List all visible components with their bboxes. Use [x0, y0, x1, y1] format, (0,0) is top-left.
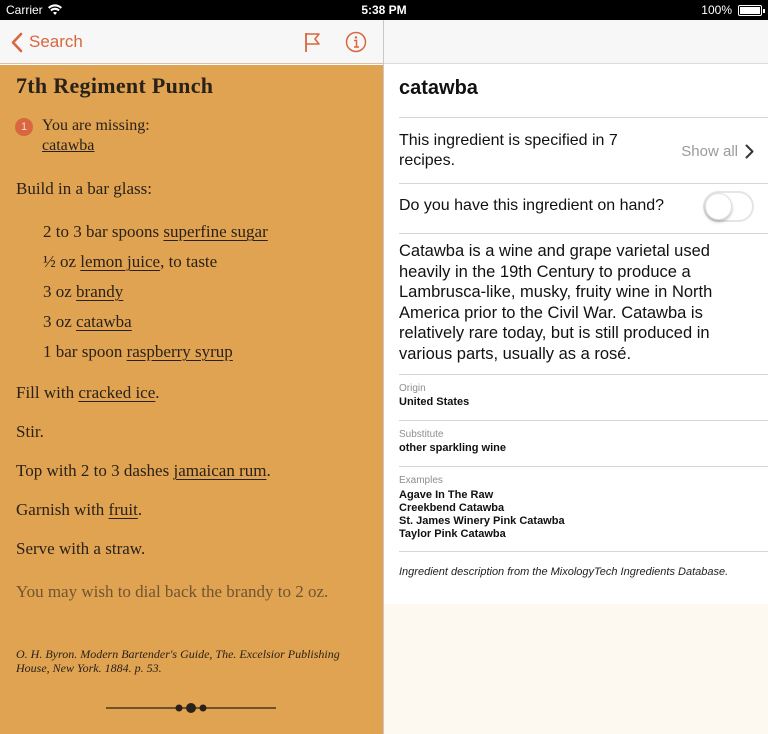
on-hand-question: Do you have this ingredient on hand? — [399, 197, 665, 214]
chevron-left-icon — [10, 32, 23, 53]
ingredient-link-catawba[interactable]: catawba — [76, 312, 132, 331]
origin-label: Origin — [399, 383, 426, 394]
ingredient-link-jamaican-rum[interactable]: jamaican rum — [173, 461, 267, 480]
separator — [399, 374, 768, 375]
ingredient-link-lemon-juice[interactable]: lemon juice — [80, 252, 161, 271]
separator — [399, 420, 768, 421]
show-all-button[interactable]: Show all — [681, 143, 738, 160]
step-serve: Serve with a straw. — [16, 539, 146, 558]
battery-percentage: 100% — [701, 3, 732, 17]
step-text: Fill with — [16, 383, 79, 402]
ingredient-panel — [384, 65, 768, 734]
step-garnish — [16, 500, 142, 520]
ingredient-credit: Ingredient description from the MixologyTech Ingredients Database. — [399, 566, 729, 578]
ingredient-amount: 3 oz — [43, 282, 77, 301]
specified-count-text: This ingredient is specified in 7 recipes. — [399, 132, 618, 169]
ornament-divider-icon — [106, 701, 276, 715]
ingredient-suffix: , to taste — [160, 252, 218, 271]
step-text: . — [155, 383, 160, 402]
ingredient-line — [43, 342, 233, 362]
list-item: St. James Winery Pink Catawba — [399, 515, 565, 527]
recipe-title: 7th Regiment Punch — [16, 73, 214, 98]
separator — [399, 183, 768, 184]
missing-label: You are missing: — [42, 117, 150, 134]
examples-label: Examples — [399, 475, 443, 486]
step-stir: Stir. — [16, 422, 44, 441]
ingredient-link-fruit[interactable]: fruit — [108, 500, 138, 519]
on-hand-toggle[interactable] — [703, 191, 754, 222]
step-text: Garnish with — [16, 500, 109, 519]
empty-area — [384, 604, 768, 734]
battery-icon — [738, 5, 762, 16]
missing-count-badge: 1 — [15, 118, 33, 136]
recipe-panel — [0, 65, 383, 734]
ingredient-amount: 3 oz — [43, 312, 77, 331]
separator — [399, 466, 768, 467]
recipe-citation: O. H. Byron. Modern Bartender's Guide, The. Excelsior Publishing House, New York. 1884. p. 53. — [16, 647, 340, 675]
separator — [399, 117, 768, 118]
step-text: . — [266, 461, 271, 480]
missing-ingredient-link[interactable]: catawba — [42, 137, 95, 154]
separator — [399, 233, 768, 234]
step-text: Top with 2 to 3 dashes — [16, 461, 174, 480]
list-item: Taylor Pink Catawba — [399, 528, 506, 540]
ingredient-line — [43, 312, 132, 332]
examples-list — [399, 489, 565, 541]
substitute-label: Substitute — [399, 429, 444, 440]
list-item: Agave In The Raw — [399, 489, 494, 501]
recipe-note: You may wish to dial back the brandy to 2 oz. — [16, 582, 329, 601]
back-button[interactable] — [10, 30, 83, 54]
substitute-value: other sparkling wine — [399, 442, 506, 454]
list-item: Creekbend Catawba — [399, 502, 505, 514]
back-button-label: Search — [29, 32, 83, 51]
ingredient-link-superfine-sugar[interactable]: superfine sugar — [163, 222, 268, 241]
ingredient-amount: 1 bar spoon — [43, 342, 127, 361]
toggle-knob — [705, 193, 732, 220]
ingredient-amount: ½ oz — [43, 252, 81, 271]
origin-value: United States — [399, 396, 470, 408]
step-top — [16, 461, 271, 481]
step-text: . — [137, 500, 143, 519]
ingredient-nav-bar — [384, 20, 768, 64]
flag-icon[interactable] — [303, 31, 323, 53]
ingredient-link-cracked-ice[interactable]: cracked ice — [78, 383, 156, 402]
ingredient-amount: 2 to 3 bar spoons — [43, 222, 164, 241]
carrier-label: Carrier — [6, 3, 43, 17]
ingredient-description: Catawba is a wine and grape varietal used heavily in the 19th Century to produce a Lambrusca-like, musky, fruity wine in North America prior to the Civil War. Catawba is relatively rare today, but is still produced in various parts, usually as a rosé. — [399, 242, 713, 363]
ingredient-line — [43, 282, 123, 302]
instruction-build: Build in a bar glass: — [16, 179, 152, 198]
step-fill — [16, 383, 160, 403]
ingredient-line — [43, 252, 217, 272]
chevron-right-icon[interactable] — [745, 144, 754, 159]
recipe-nav-bar — [0, 20, 383, 64]
clock: 5:38 PM — [361, 3, 407, 17]
ingredient-title: catawba — [399, 77, 478, 99]
ingredient-link-raspberry-syrup[interactable]: raspberry syrup — [126, 342, 233, 361]
ingredient-link-brandy[interactable]: brandy — [76, 282, 124, 301]
ingredient-line — [43, 222, 268, 242]
status-bar — [0, 0, 768, 20]
info-icon[interactable] — [345, 31, 367, 53]
